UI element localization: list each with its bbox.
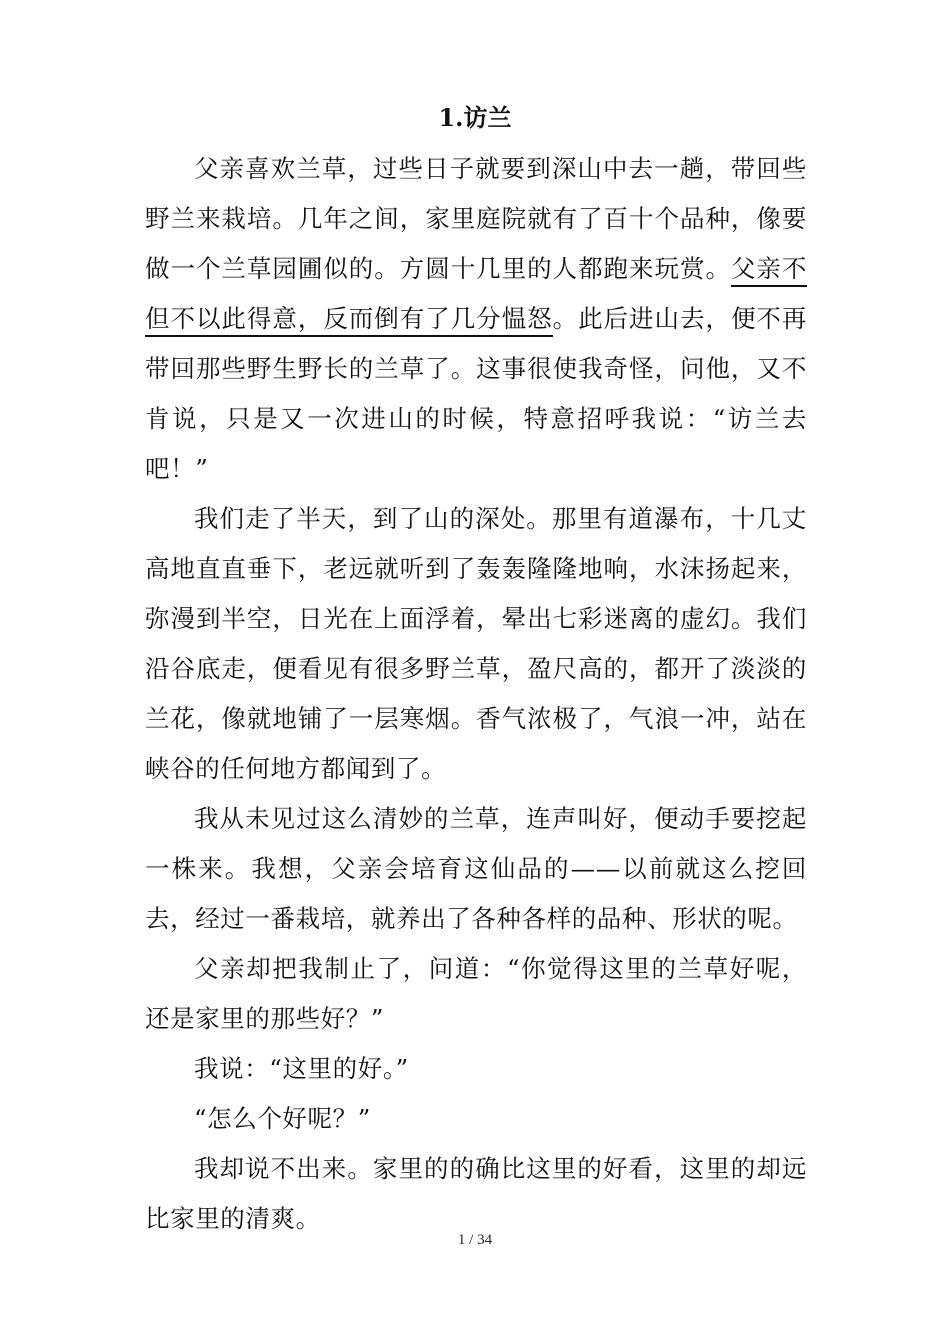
paragraph-4: 父亲却把我制止了，问道：“你觉得这里的兰草好呢，还是家里的那些好？”: [145, 954, 807, 1033]
paragraph-5: 我说：“这里的好。”: [194, 1054, 409, 1083]
document-title: 1.访兰: [438, 103, 512, 132]
page-number: 1 / 34: [457, 1232, 493, 1248]
paragraph-7: 我却说不出来。家里的的确比这里的好看，这里的却远比家里的清爽。: [145, 1154, 807, 1233]
paragraph-1-text-continued: 。此后进山去，便不再带回那些野生野长的兰草了。这事很使我奇怪，问他，又不肯说，只是又一次进山的时候，特意招呼我说：“访兰去吧！”: [145, 304, 807, 483]
underlined-sentence: 父亲不但不以此得意，反而倒有了几分愠怒: [145, 254, 807, 337]
paragraph-6: “怎么个好呢？”: [194, 1104, 371, 1133]
paragraph-3: 我从未见过这么清妙的兰草，连声叫好，便动手要挖起一株来。我想，父亲会培育这仙品的——以前就这么挖回去，经过一番栽培，就养出了各种各样的品种、形状的呢。: [145, 804, 807, 933]
document-body: [145, 144, 807, 1244]
paragraph-1: [145, 144, 807, 494]
paragraph-2: 我们走了半天，到了山的深处。那里有道瀑布，十几丈高地直直垂下，老远就听到了轰轰隆隆地响，水沫扬起来，弥漫到半空，日光在上面浮着，晕出七彩迷离的虚幻。我们沿谷底走，便看见有很多野兰草，盈尺高的，都开了淡淡的兰花，像就地铺了一层寒烟。香气浓极了，气浪一冲，站在峡谷的任何地方都闻到了。: [145, 504, 807, 783]
paragraph-1-text: 父亲喜欢兰草，过些日子就要到深山中去一趟，带回些野兰来栽培。几年之间，家里庭院就有了百十个品种，像要做一个兰草园圃似的。方圆十几里的人都跑来玩赏。: [145, 154, 807, 283]
